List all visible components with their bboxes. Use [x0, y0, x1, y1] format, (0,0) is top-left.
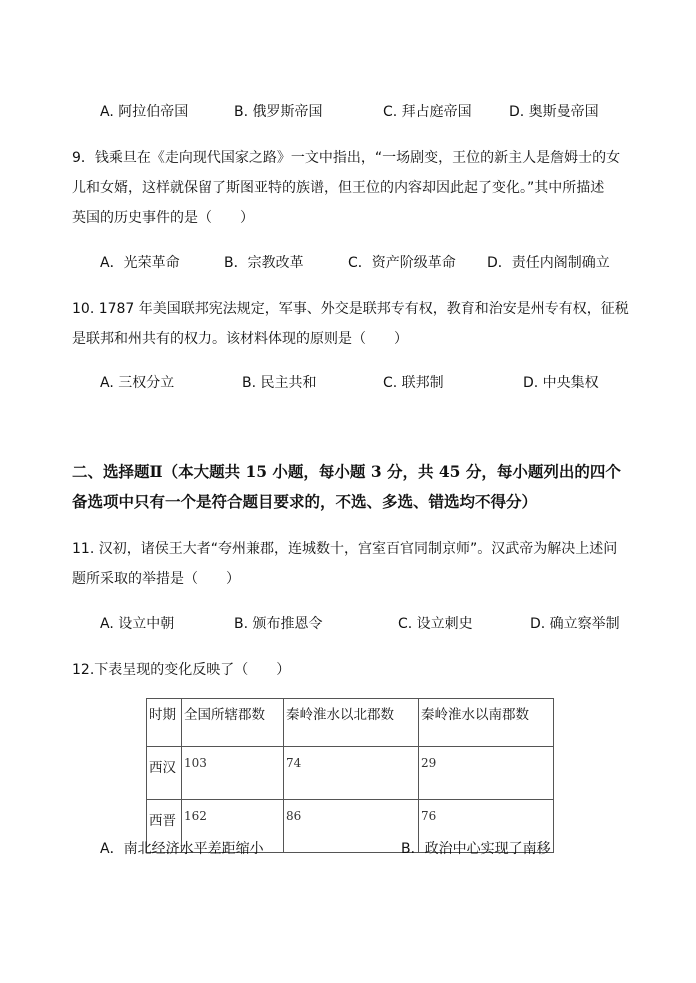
table-cell: 76 — [419, 800, 554, 853]
table-cell: 29 — [419, 747, 554, 800]
q12-option-b[interactable]: B．政治中心实现了南移 — [401, 841, 551, 857]
table-cell-period: 西汉 — [147, 747, 182, 800]
q11-stem-line1: 11. 汉初，诸侯王大者“夸州兼郡，连城数十，宫室百官同制京师”。汉武帝为解决上述问 — [72, 541, 618, 557]
q10-option-d[interactable]: D. 中央集权 — [523, 375, 599, 391]
table-header-cell: 时期 — [147, 699, 182, 747]
q9-stem-line2: 儿和女婿，这样就保留了斯图亚特的族谱，但王位的内容却因此起了变化。”其中所描述 — [72, 180, 605, 196]
table-header-cell: 秦岭淮水以北郡数 — [284, 699, 419, 747]
q10-stem-line2: 是联邦和州共有的权力。该材料体现的原则是（ ） — [72, 331, 408, 347]
table-cell: 103 — [182, 747, 284, 800]
q11-option-d[interactable]: D. 确立察举制 — [530, 616, 620, 632]
q8-option-c[interactable]: C. 拜占庭帝国 — [383, 104, 472, 120]
table-cell-period: 西晋 — [147, 800, 182, 853]
q9-option-a[interactable]: A．光荣革命 — [100, 255, 180, 271]
table-cell: 74 — [284, 747, 419, 800]
q9-option-b[interactable]: B．宗教改革 — [224, 255, 304, 271]
table-cell: 162 — [182, 800, 284, 853]
q9-stem-line1: 9．钱乘旦在《走向现代国家之路》一文中指出，“一场剧变，王位的新主人是詹姆士的女 — [72, 150, 621, 166]
q12-stem: 12.下表呈现的变化反映了（ ） — [72, 662, 291, 678]
q10-option-b[interactable]: B. 民主共和 — [242, 375, 317, 391]
section2-heading-line2: 备选项中只有一个是符合题目要求的，不选、多选、错选均不得分） — [72, 492, 538, 511]
table-header-row — [147, 699, 554, 747]
q9-option-c[interactable]: C．资产阶级革命 — [348, 255, 456, 271]
q11-option-c[interactable]: C. 设立刺史 — [398, 616, 473, 632]
q9-option-d[interactable]: D．责任内阁制确立 — [487, 255, 610, 271]
q10-option-a[interactable]: A. 三权分立 — [100, 375, 175, 391]
q10-stem-line1: 10. 1787 年美国联邦宪法规定，军事、外交是联邦专有权，教育和治安是州专有权，征税 — [72, 301, 629, 317]
q11-option-b[interactable]: B. 颁布推恩令 — [234, 616, 323, 632]
q10-option-c[interactable]: C. 联邦制 — [383, 375, 444, 391]
table-cell: 86 — [284, 800, 419, 853]
q11-option-a[interactable]: A. 设立中朝 — [100, 616, 175, 632]
q8-option-d[interactable]: D. 奥斯曼帝国 — [509, 104, 599, 120]
table-row — [147, 747, 554, 800]
table-header-cell: 全国所辖郡数 — [182, 699, 284, 747]
q11-stem-line2: 题所采取的举措是（ ） — [72, 571, 240, 587]
q8-option-a[interactable]: A. 阿拉伯帝国 — [100, 104, 189, 120]
q12-option-a[interactable]: A．南北经济水平差距缩小 — [100, 841, 264, 857]
section2-heading-line1: 二、选择题Ⅱ（本大题共 15 小题，每小题 3 分，共 45 分，每小题列出的四个 — [72, 462, 621, 481]
q8-option-b[interactable]: B. 俄罗斯帝国 — [234, 104, 323, 120]
q9-stem-line3: 英国的历史事件的是（ ） — [72, 210, 254, 226]
table-header-cell: 秦岭淮水以南郡数 — [419, 699, 554, 747]
q12-data-table — [146, 698, 554, 853]
